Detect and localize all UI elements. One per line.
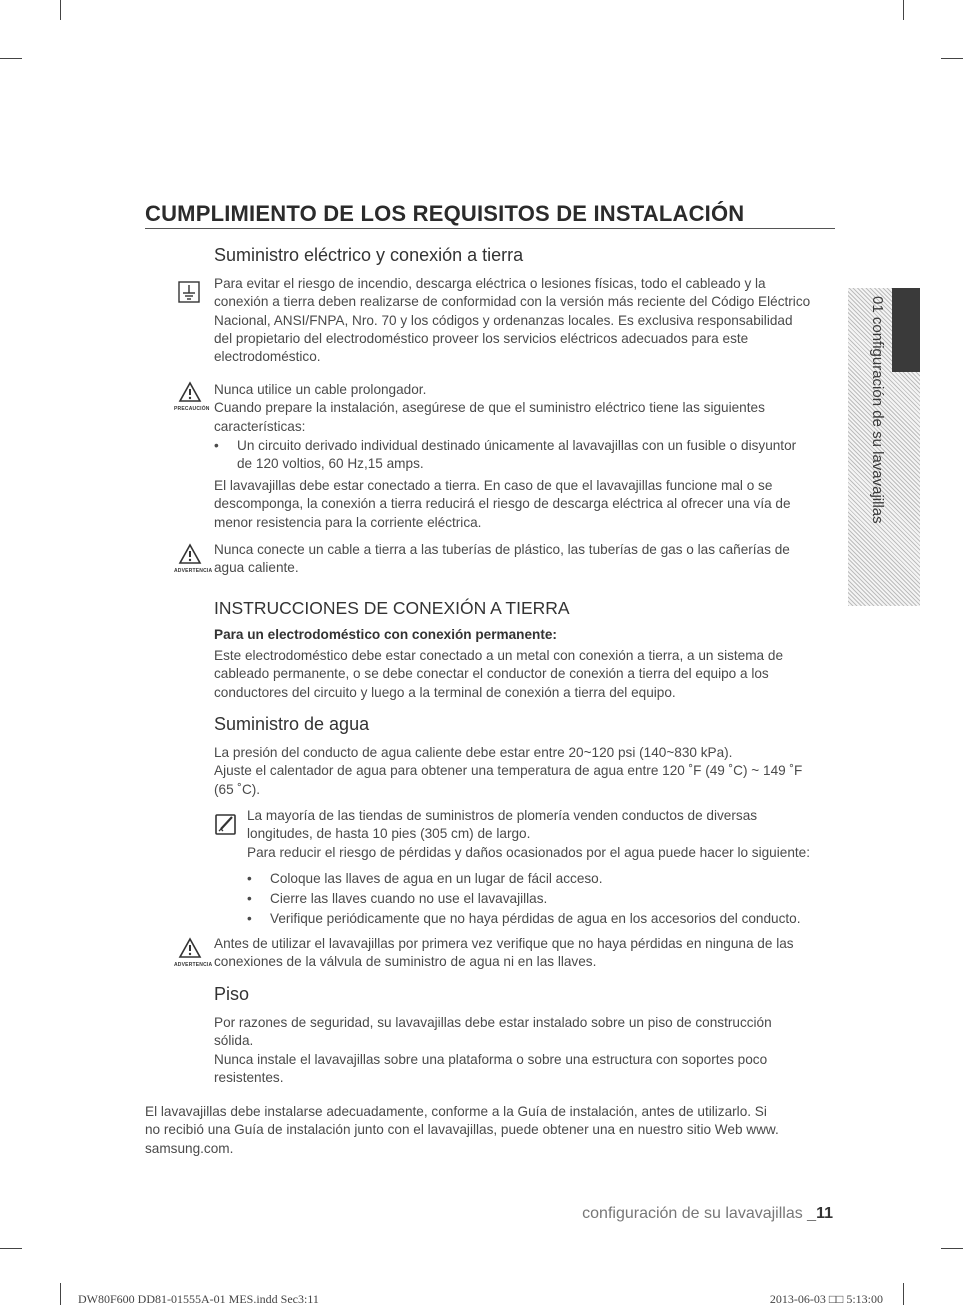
crop-mark bbox=[0, 58, 22, 59]
text-line: Para evitar el riesgo de incendio, descarga eléctrica o lesiones físicas, todo el cableado y la bbox=[214, 276, 766, 291]
list-item-text: Verifique periódicamente que no haya pérdidas de agua en los accesorios del conducto. bbox=[270, 911, 801, 926]
text-line: samsung.com. bbox=[145, 1140, 234, 1156]
text-line: El lavavajillas debe estar conectado a tierra. En caso de que el lavavajillas funcione mal o se bbox=[214, 478, 773, 493]
list-item-text: Cierre las llaves cuando no use el lavavajillas. bbox=[270, 891, 548, 906]
crop-mark bbox=[941, 1248, 963, 1249]
list-item-text: Un circuito derivado individual destinado únicamente al lavavajillas con un fusible o disyuntor bbox=[237, 438, 797, 453]
grounding-subheading bbox=[214, 626, 557, 644]
text-line: (65 ˚C). bbox=[214, 781, 261, 797]
text-line: conexiones de la válvula de suministro de agua ni en las llaves. bbox=[214, 954, 597, 970]
page-footer bbox=[582, 1205, 833, 1223]
text-line: La presión del conducto de agua caliente debe estar entre 20~120 psi (140~830 kPa). bbox=[214, 745, 733, 760]
warning-text bbox=[214, 541, 790, 578]
text-line: La mayoría de las tiendas de suministros de plomería venden conductos de diversas bbox=[247, 808, 758, 823]
closing-text bbox=[145, 1103, 779, 1158]
text-line: Nunca conecte un cable a tierra a las tuberías de plástico, las tuberías de gas o las cañerías de bbox=[214, 542, 790, 557]
page-title: CUMPLIMIENTO DE LOS REQUISITOS DE INSTALACIÓN bbox=[145, 201, 835, 229]
text-line: Cuando prepare la instalación, asegúrese de que el suministro eléctrico tiene las siguientes bbox=[214, 400, 765, 416]
text-line: resistentes. bbox=[214, 1069, 284, 1085]
floor-text bbox=[214, 1014, 772, 1087]
text-line: no recibió una Guía de instalación junto con el lavavajillas, puede obtener una en nuestro sitio Web www. bbox=[145, 1122, 779, 1138]
warning-icon bbox=[178, 937, 202, 959]
text-line: Para reducir el riesgo de pérdidas y daños ocasionados por el agua puede hacer lo siguiente: bbox=[247, 844, 810, 860]
side-tab-marker bbox=[892, 288, 920, 372]
floor-heading: Piso bbox=[214, 984, 250, 1004]
warning-icon bbox=[178, 543, 202, 565]
text-line: Nunca instale el lavavajillas sobre una plataforma o sobre una estructura con soportes poco bbox=[214, 1051, 768, 1067]
text-line: Nunca utilice un cable prolongador. bbox=[214, 382, 427, 397]
text-line: Para un electrodoméstico con conexión permanente: bbox=[214, 627, 557, 642]
grounding-text bbox=[214, 647, 783, 702]
text-line: conexión a tierra deben realizarse de conformidad con la versión más reciente del Código Eléctrico bbox=[214, 294, 811, 310]
list-item-text: de 120 voltios, 60 Hz,15 amps. bbox=[237, 456, 424, 472]
bullet: • bbox=[247, 891, 252, 906]
side-tab-label: 01 configuración de su lavavajillas bbox=[869, 296, 886, 524]
water-note bbox=[247, 807, 810, 862]
print-date-info: 2013-06-03 □□ 5:13:00 bbox=[769, 1292, 883, 1306]
ground-text bbox=[214, 477, 791, 532]
crop-mark bbox=[903, 0, 904, 20]
crop-mark bbox=[0, 1248, 22, 1249]
water-warning-text bbox=[214, 935, 794, 972]
caution-label: PRECAUCIÓN bbox=[174, 406, 210, 412]
water-heading: Suministro de agua bbox=[214, 714, 370, 734]
text-line: sólida. bbox=[214, 1033, 254, 1049]
note-icon bbox=[178, 281, 200, 303]
text-line: agua caliente. bbox=[214, 560, 299, 576]
text-line: Este electrodoméstico debe estar conectado a un metal con conexión a tierra, a un sistema de bbox=[214, 648, 783, 663]
side-tab-label-box bbox=[870, 296, 886, 596]
warning-label: ADVERTENCIA bbox=[174, 962, 213, 968]
crop-mark bbox=[60, 0, 61, 20]
bullet: • bbox=[247, 871, 252, 886]
text-line: Antes de utilizar el lavavajillas por primera vez verifique que no haya pérdidas en ninguna de las bbox=[214, 936, 794, 951]
text-line: electrodoméstico. bbox=[214, 349, 321, 365]
warning-label: ADVERTENCIA bbox=[174, 568, 213, 574]
pencil-note-icon bbox=[214, 812, 238, 836]
text-line: del propietario del electrodoméstico proveer los servicios eléctricos adecuados para este bbox=[214, 330, 749, 346]
water-text bbox=[214, 744, 802, 799]
bullet: • bbox=[214, 438, 219, 453]
print-file-info: DW80F600 DD81-01555A-01 MES.indd Sec3:11 bbox=[78, 1292, 319, 1306]
text-line: menor resistencia para la corriente eléctrica. bbox=[214, 514, 482, 530]
text-line: características: bbox=[214, 418, 306, 434]
electrical-heading: Suministro eléctrico y conexión a tierra bbox=[214, 245, 524, 265]
caution-text bbox=[214, 381, 765, 436]
page-number: 11 bbox=[816, 1205, 833, 1222]
text-line: Nacional, ANSI/FNPA, Nro. 70 y los códigos y ordenanzas locales. Es exclusiva responsabilidad bbox=[214, 312, 793, 328]
list-item-text: Coloque las llaves de agua en un lugar de fácil acceso. bbox=[270, 871, 603, 886]
crop-mark bbox=[941, 58, 963, 59]
text-line: Ajuste el calentador de agua para obtener una temperatura de agua entre 120 ˚F (49 ˚C) ~ 149 ˚F bbox=[214, 763, 803, 779]
footer-section: configuración de su lavavajillas _ bbox=[582, 1205, 817, 1222]
electrical-note bbox=[214, 275, 810, 366]
caution-icon bbox=[178, 381, 202, 403]
text-line: conductores del circuito y luego a la terminal de conexión a tierra del equipo. bbox=[214, 684, 676, 700]
bullet: • bbox=[247, 911, 252, 926]
text-line: descomponga, la conexión a tierra reducirá el riesgo de descarga eléctrica al ofrecer una vía de bbox=[214, 496, 791, 512]
text-line: cableado permanente, o se debe conectar el conductor de conexión a tierra del equipo a los bbox=[214, 666, 769, 682]
text-line: Por razones de seguridad, su lavavajillas debe estar instalado sobre un piso de construcción bbox=[214, 1015, 772, 1030]
grounding-heading: INSTRUCCIONES DE CONEXIÓN A TIERRA bbox=[214, 598, 570, 618]
text-line: El lavavajillas debe instalarse adecuadamente, conforme a la Guía de instalación, antes de utilizarlo. Si bbox=[145, 1104, 767, 1119]
crop-mark bbox=[903, 1283, 904, 1305]
crop-mark bbox=[60, 1283, 61, 1305]
text-line: longitudes, de hasta 10 pies (305 cm) de largo. bbox=[247, 826, 531, 842]
